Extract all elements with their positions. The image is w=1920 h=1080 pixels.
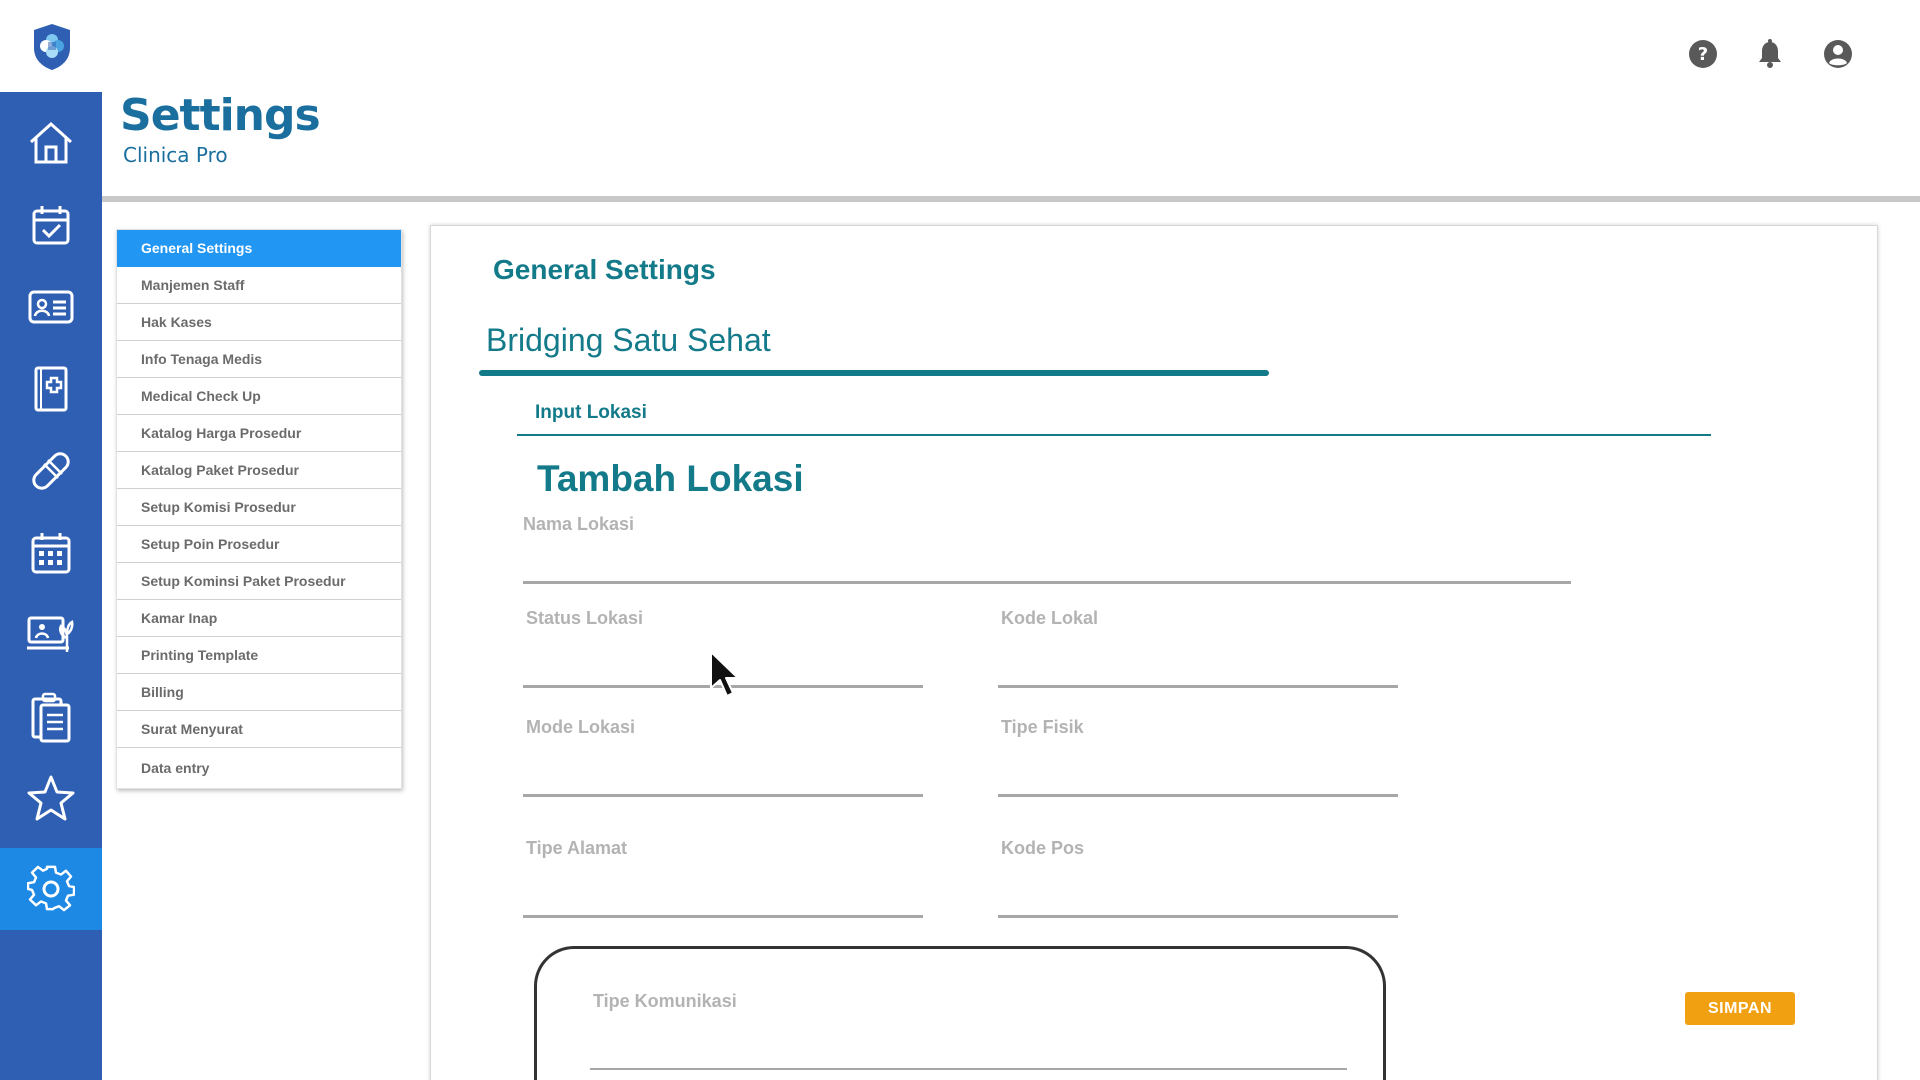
section-tab-bridging-satu-sehat[interactable]: Bridging Satu Sehat [486,322,771,358]
menu-item-setup-poin-prosedur[interactable]: Setup Poin Prosedur [117,526,401,563]
form-heading: Tambah Lokasi [537,458,804,499]
sidebar-item-treatments[interactable] [0,430,102,512]
computer-plant-icon [25,612,77,658]
mode-lokasi-input[interactable] [523,794,923,797]
sub-tab-divider [517,434,1711,436]
menu-item-info-tenaga-medis[interactable]: Info Tenaga Medis [117,341,401,378]
sidebar-item-medical-records[interactable] [0,348,102,430]
sidebar-item-schedule[interactable] [0,512,102,594]
menu-item-setup-komisi-prosedur[interactable]: Setup Komisi Prosedur [117,489,401,526]
tipe-fisik-label: Tipe Fisik [1001,717,1084,737]
content-card [430,225,1878,1080]
menu-item-katalog-harga-prosedur[interactable]: Katalog Harga Prosedur [117,415,401,452]
clipboard-list-icon [29,691,73,743]
status-lokasi-label: Status Lokasi [526,608,644,628]
star-icon [25,774,77,824]
sidebar-item-home[interactable] [0,102,102,184]
tipe-komunikasi-input-1[interactable] [590,1068,912,1070]
settings-menu [116,229,402,789]
page-subtitle: Clinica Pro [123,143,228,167]
menu-item-kamar-inap[interactable]: Kamar Inap [117,600,401,637]
svg-text:?: ? [1697,44,1709,65]
menu-item-katalog-paket-prosedur[interactable]: Katalog Paket Prosedur [117,452,401,489]
sidebar-item-reports[interactable] [0,676,102,758]
tipe-fisik-input[interactable] [998,794,1398,797]
home-icon [26,118,76,168]
page-title: Settings [120,90,320,141]
save-button[interactable]: SIMPAN [1685,992,1795,1025]
sidebar-item-telemedicine[interactable] [0,594,102,676]
tipe-alamat-label: Tipe Alamat [526,838,628,858]
tipe-komunikasi-input-2[interactable] [904,1068,1347,1070]
gear-icon [27,865,75,913]
kode-lokal-input[interactable] [998,685,1398,688]
tab-input-lokasi[interactable]: Input Lokasi [535,402,647,423]
kode-pos-label: Kode Pos [1001,838,1085,858]
kode-pos-input[interactable] [998,915,1398,918]
sidebar-item-settings[interactable] [0,848,102,930]
user-account-icon[interactable] [1822,38,1854,70]
menu-item-billing[interactable]: Billing [117,674,401,711]
tipe-alamat-input[interactable] [523,915,923,918]
help-icon[interactable] [1687,38,1719,70]
menu-item-manjemen-staff[interactable]: Manjemen Staff [117,267,401,304]
sidebar-item-patients[interactable] [0,266,102,348]
clinic-shield-logo [30,22,74,72]
nama-lokasi-label: Nama Lokasi [523,514,635,534]
bell-icon[interactable] [1754,38,1786,70]
menu-item-surat-menyurat[interactable]: Surat Menyurat [117,711,401,748]
sidebar-item-favorites[interactable] [0,758,102,840]
schedule-grid-icon [29,530,73,576]
menu-item-printing-template[interactable]: Printing Template [117,637,401,674]
medical-book-icon [30,364,72,414]
calendar-check-icon [28,202,74,248]
sidebar-item-appointments[interactable] [0,184,102,266]
kode-lokal-label: Kode Lokal [1001,608,1099,628]
menu-item-data-entry[interactable]: Data entry [141,760,210,776]
section-tab-underline [479,370,1269,376]
tipe-komunikasi-group [534,946,1386,1080]
header-divider [102,196,1920,202]
sidebar [0,92,102,1080]
mouse-cursor-icon [708,650,744,702]
menu-item-medical-check-up[interactable]: Medical Check Up [117,378,401,415]
menu-item-general-settings[interactable]: General Settings [117,230,401,267]
tipe-komunikasi-label: Tipe Komunikasi [593,991,737,1011]
menu-item-hak-kases[interactable]: Hak Kases [117,304,401,341]
top-header [0,0,1920,92]
id-card-icon [27,287,75,327]
bandage-icon [26,446,76,496]
mode-lokasi-label: Mode Lokasi [526,717,636,737]
nama-lokasi-input[interactable] [523,581,1571,584]
menu-item-setup-kominsi-paket-prosedur[interactable]: Setup Kominsi Paket Prosedur [117,563,401,600]
card-title: General Settings [493,254,716,285]
